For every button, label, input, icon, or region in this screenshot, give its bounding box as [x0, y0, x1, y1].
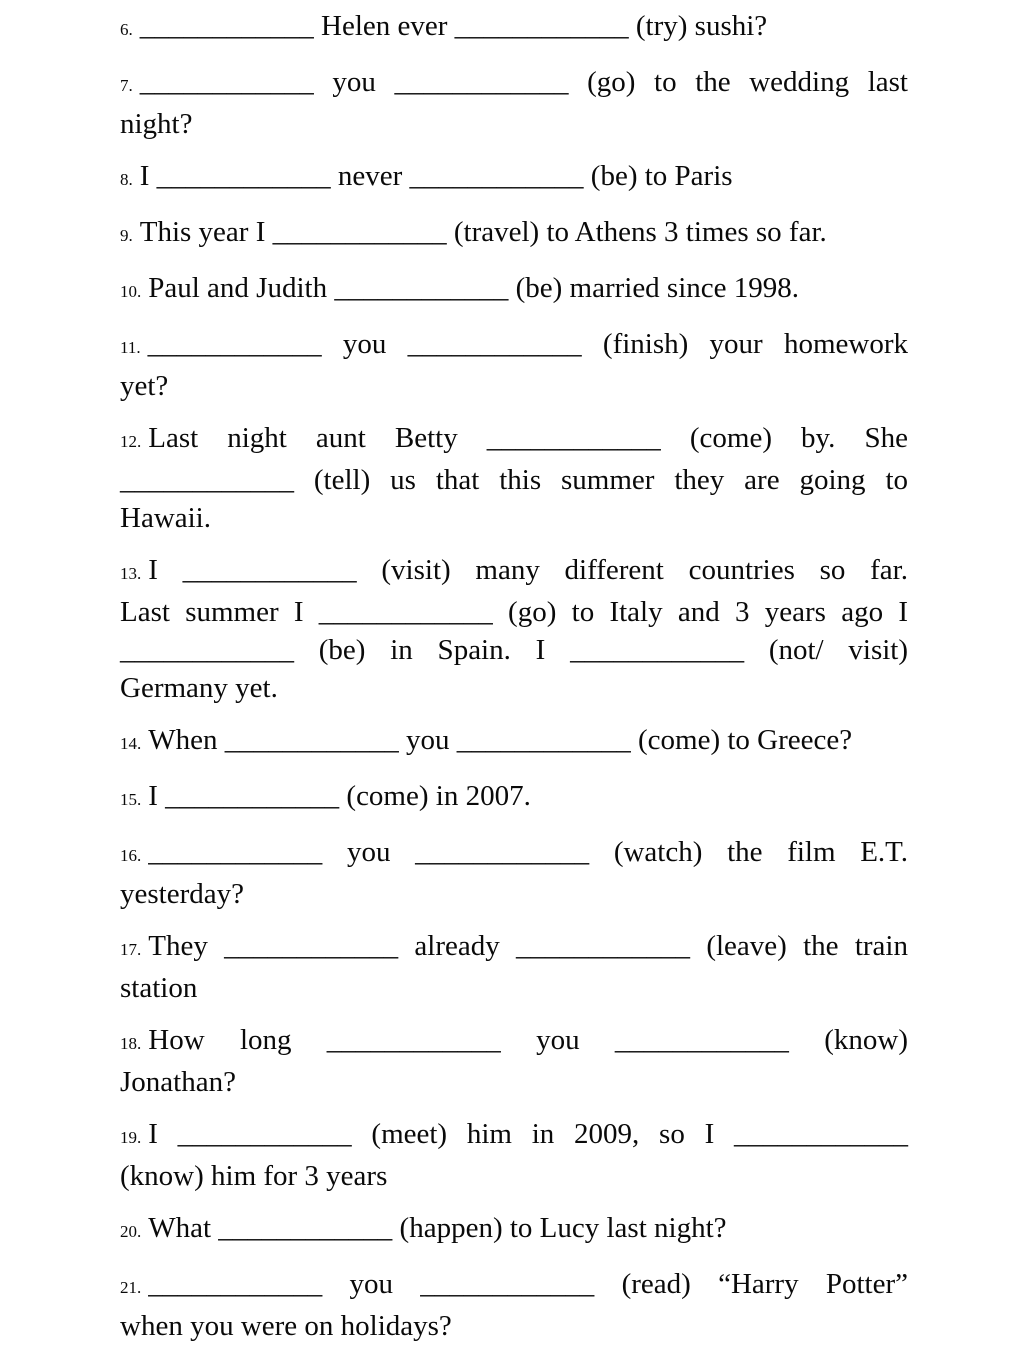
exercise-item-6: [120, 7, 908, 49]
item-line: ____________ (tell) us that this summer they are going to: [120, 464, 908, 496]
item-line-text: ____________ you ____________ (finish) your homework: [147, 328, 908, 360]
item-line: night?: [120, 108, 193, 140]
item-line-text: Paul and Judith ____________ (be) married since 1998.: [148, 272, 800, 304]
item-number: 7.: [120, 76, 133, 95]
exercise-item-7: [120, 63, 908, 143]
item-line: Jonathan?: [120, 1066, 236, 1098]
item-number: 11.: [120, 338, 141, 357]
item-line: [120, 269, 908, 311]
item-number: 18.: [120, 1034, 142, 1053]
item-number: 16.: [120, 846, 142, 865]
item-line: [120, 721, 908, 763]
item-number: 12.: [120, 432, 142, 451]
exercise-item-9: [120, 213, 908, 255]
item-line: [120, 1115, 908, 1157]
item-line: (know) him for 3 years: [120, 1160, 388, 1192]
exercise-item-16: [120, 833, 908, 913]
item-line: Last summer I ____________ (go) to Italy and 3 years ago I: [120, 596, 908, 628]
item-line: [120, 777, 908, 819]
item-line: when you were on holidays?: [120, 1310, 452, 1342]
item-line: [120, 833, 908, 875]
item-line: [120, 1021, 908, 1063]
item-line: [120, 1265, 908, 1307]
item-line: Germany yet.: [120, 672, 278, 704]
item-line-text: I ____________ never ____________ (be) to Paris: [139, 160, 733, 192]
exercise-item-21: [120, 1265, 908, 1345]
exercise-item-19: [120, 1115, 908, 1195]
exercise-item-10: [120, 269, 908, 311]
item-line-text: ____________ you ____________ (go) to the wedding last: [139, 66, 908, 98]
item-line-text: I ____________ (visit) many different countries so far.: [148, 554, 908, 586]
item-line-text: This year I ____________ (travel) to Athens 3 times so far.: [139, 216, 827, 248]
item-line: station: [120, 972, 198, 1004]
item-line: [120, 927, 908, 969]
item-line: ____________ (be) in Spain. I ____________ (not/ visit): [120, 634, 908, 666]
item-line-text: ____________ you ____________ (read) “Harry Potter”: [148, 1268, 908, 1300]
item-line: Hawaii.: [120, 502, 211, 534]
exercise-item-15: [120, 777, 908, 819]
exercise-item-8: [120, 157, 908, 199]
item-number: 14.: [120, 734, 142, 753]
item-line-text: When ____________ you ____________ (come) to Greece?: [148, 724, 853, 756]
item-line: [120, 551, 908, 593]
item-line: [120, 419, 908, 461]
item-number: 13.: [120, 564, 142, 583]
item-line: [120, 7, 908, 49]
item-line: [120, 325, 908, 367]
exercise-item-18: [120, 1021, 908, 1101]
item-line: yet?: [120, 370, 169, 402]
item-line: [120, 213, 908, 255]
item-number: 19.: [120, 1128, 142, 1147]
item-number: 9.: [120, 226, 133, 245]
item-line-text: I ____________ (meet) him in 2009, so I ____________: [148, 1118, 908, 1150]
item-line-text: Last night aunt Betty ____________ (come) by. She: [148, 422, 908, 454]
item-number: 8.: [120, 170, 133, 189]
item-number: 20.: [120, 1222, 142, 1241]
item-number: 15.: [120, 790, 142, 809]
exercise-item-20: [120, 1209, 908, 1251]
item-line: [120, 63, 908, 105]
exercise-item-11: [120, 325, 908, 405]
item-line-text: ____________ you ____________ (watch) the film E.T.: [148, 836, 908, 868]
item-line: [120, 157, 908, 199]
item-number: 6.: [120, 20, 133, 39]
item-line-text: ____________ Helen ever ____________ (try) sushi?: [139, 10, 768, 42]
item-line: yesterday?: [120, 878, 244, 910]
item-line-text: I ____________ (come) in 2007.: [148, 780, 531, 812]
item-number: 17.: [120, 940, 142, 959]
exercise-item-12: [120, 419, 908, 537]
exercise-item-13: [120, 551, 908, 707]
item-line-text: They ____________ already ____________ (leave) the train: [148, 930, 908, 962]
item-number: 21.: [120, 1278, 142, 1297]
item-line-text: How long ____________ you ____________ (know): [148, 1024, 908, 1056]
item-line-text: What ____________ (happen) to Lucy last night?: [148, 1212, 727, 1244]
item-line: [120, 1209, 908, 1251]
item-number: 10.: [120, 282, 142, 301]
exercise-item-14: [120, 721, 908, 763]
exercise-item-17: [120, 927, 908, 1007]
